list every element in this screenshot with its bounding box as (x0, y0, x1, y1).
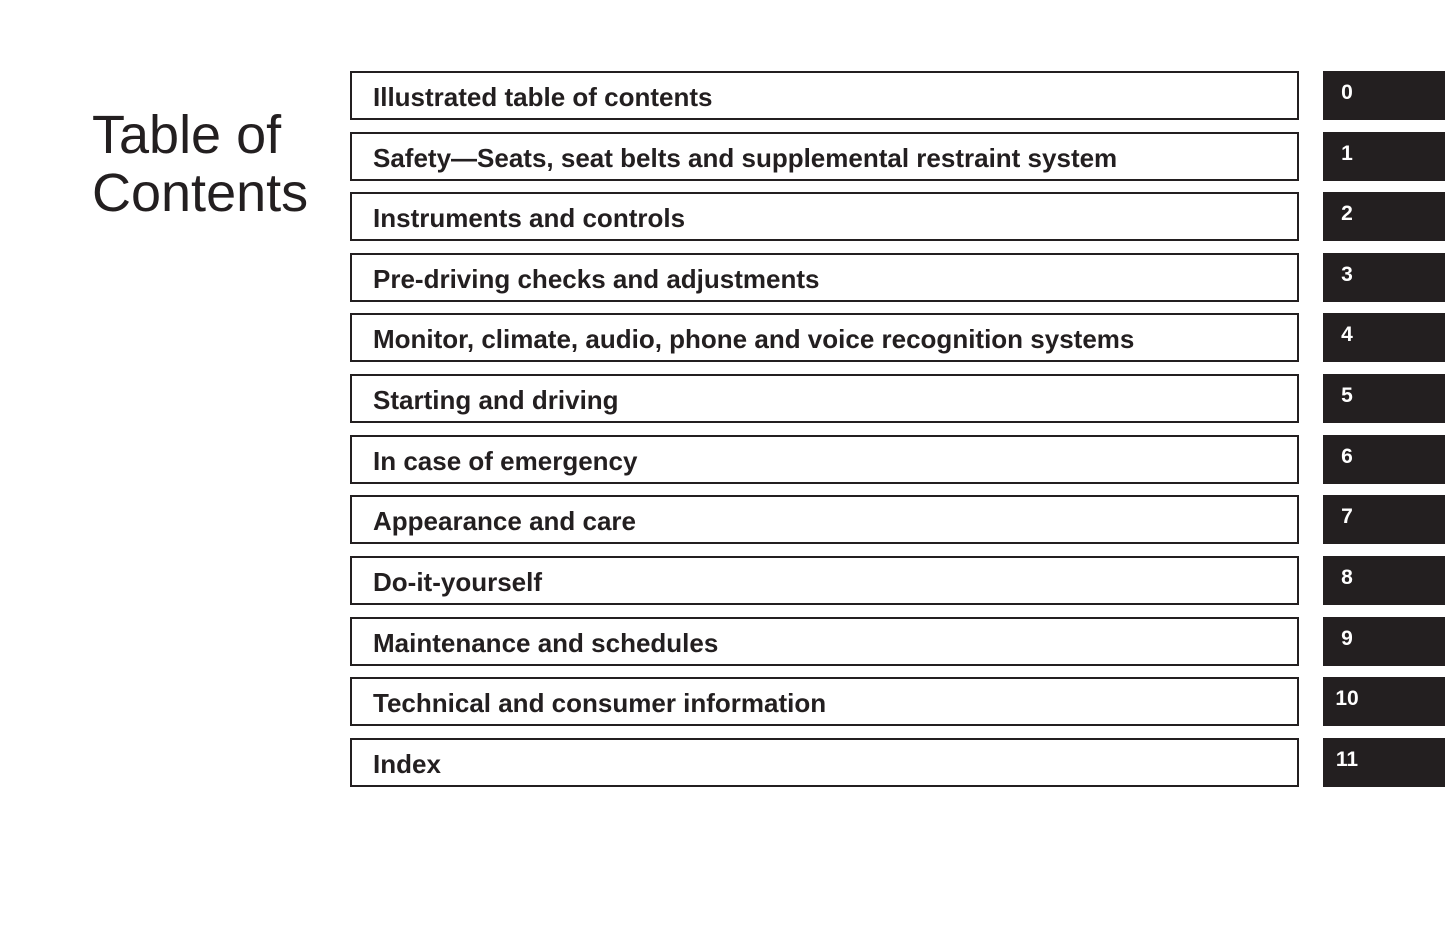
toc-label: Maintenance and schedules (373, 628, 719, 658)
toc-row-5 (350, 374, 1445, 423)
section-tab-number: 6 (1341, 445, 1353, 468)
toc-row-6 (350, 435, 1445, 484)
toc-row-0 (350, 71, 1445, 120)
toc-link-maintenance[interactable] (350, 617, 1299, 666)
toc-row-7 (350, 495, 1445, 544)
section-tab-7[interactable] (1323, 495, 1445, 544)
toc-link-starting-driving[interactable] (350, 374, 1299, 423)
section-tab-number: 7 (1341, 505, 1353, 528)
section-tab-number: 9 (1341, 627, 1353, 650)
toc-label: In case of emergency (373, 446, 638, 476)
toc-label: Pre-driving checks and adjustments (373, 264, 820, 294)
section-tab-number: 11 (1335, 748, 1359, 771)
toc-label: Instruments and controls (373, 203, 686, 233)
toc-row-3 (350, 253, 1445, 302)
section-tab-number: 4 (1341, 323, 1353, 346)
toc-row-1 (350, 132, 1445, 181)
section-tab-number: 3 (1341, 263, 1353, 286)
section-tab-6[interactable] (1323, 435, 1445, 484)
section-tab-5[interactable] (1323, 374, 1445, 423)
toc-row-9 (350, 617, 1445, 666)
toc-link-safety[interactable] (350, 132, 1299, 181)
toc-link-index[interactable] (350, 738, 1299, 787)
toc-row-2 (350, 192, 1445, 241)
section-tab-number: 1 (1341, 142, 1353, 165)
section-tab-8[interactable] (1323, 556, 1445, 605)
section-tab-number: 2 (1341, 202, 1353, 225)
toc-link-illustrated-contents[interactable] (350, 71, 1299, 120)
page-title-line-1: Table of (92, 105, 282, 166)
toc-row-8 (350, 556, 1445, 605)
toc-row-11 (350, 738, 1445, 787)
toc-label: Illustrated table of contents (373, 82, 713, 112)
toc-link-instruments[interactable] (350, 192, 1299, 241)
toc-row-4 (350, 313, 1445, 362)
toc-label: Safety—Seats, seat belts and supplemental restraint system (373, 143, 1118, 173)
section-tab-number: 8 (1341, 566, 1353, 589)
toc-link-appearance-care[interactable] (350, 495, 1299, 544)
section-tab-9[interactable] (1323, 617, 1445, 666)
toc-label: Do-it-yourself (373, 567, 542, 597)
toc-label: Appearance and care (373, 506, 637, 536)
section-tab-2[interactable] (1323, 192, 1445, 241)
toc-label: Starting and driving (373, 385, 619, 415)
toc-label: Index (373, 749, 441, 779)
section-tab-1[interactable] (1323, 132, 1445, 181)
section-tab-number: 0 (1341, 81, 1353, 104)
section-tab-number: 5 (1341, 384, 1353, 407)
page-title-line-2: Contents (92, 163, 309, 224)
section-tab-0[interactable] (1323, 71, 1445, 120)
toc-label: Monitor, climate, audio, phone and voice recognition systems (373, 324, 1135, 354)
toc-row-10 (350, 677, 1445, 726)
toc-label: Technical and consumer information (373, 688, 827, 718)
toc-link-emergency[interactable] (350, 435, 1299, 484)
page-title (92, 106, 342, 222)
toc-link-do-it-yourself[interactable] (350, 556, 1299, 605)
toc-link-monitor-audio[interactable] (350, 313, 1299, 362)
section-tab-10[interactable] (1323, 677, 1445, 726)
toc-link-pre-driving[interactable] (350, 253, 1299, 302)
toc-link-technical-info[interactable] (350, 677, 1299, 726)
section-tab-4[interactable] (1323, 313, 1445, 362)
section-tab-11[interactable] (1323, 738, 1445, 787)
section-tab-number: 10 (1335, 687, 1359, 710)
section-tab-3[interactable] (1323, 253, 1445, 302)
